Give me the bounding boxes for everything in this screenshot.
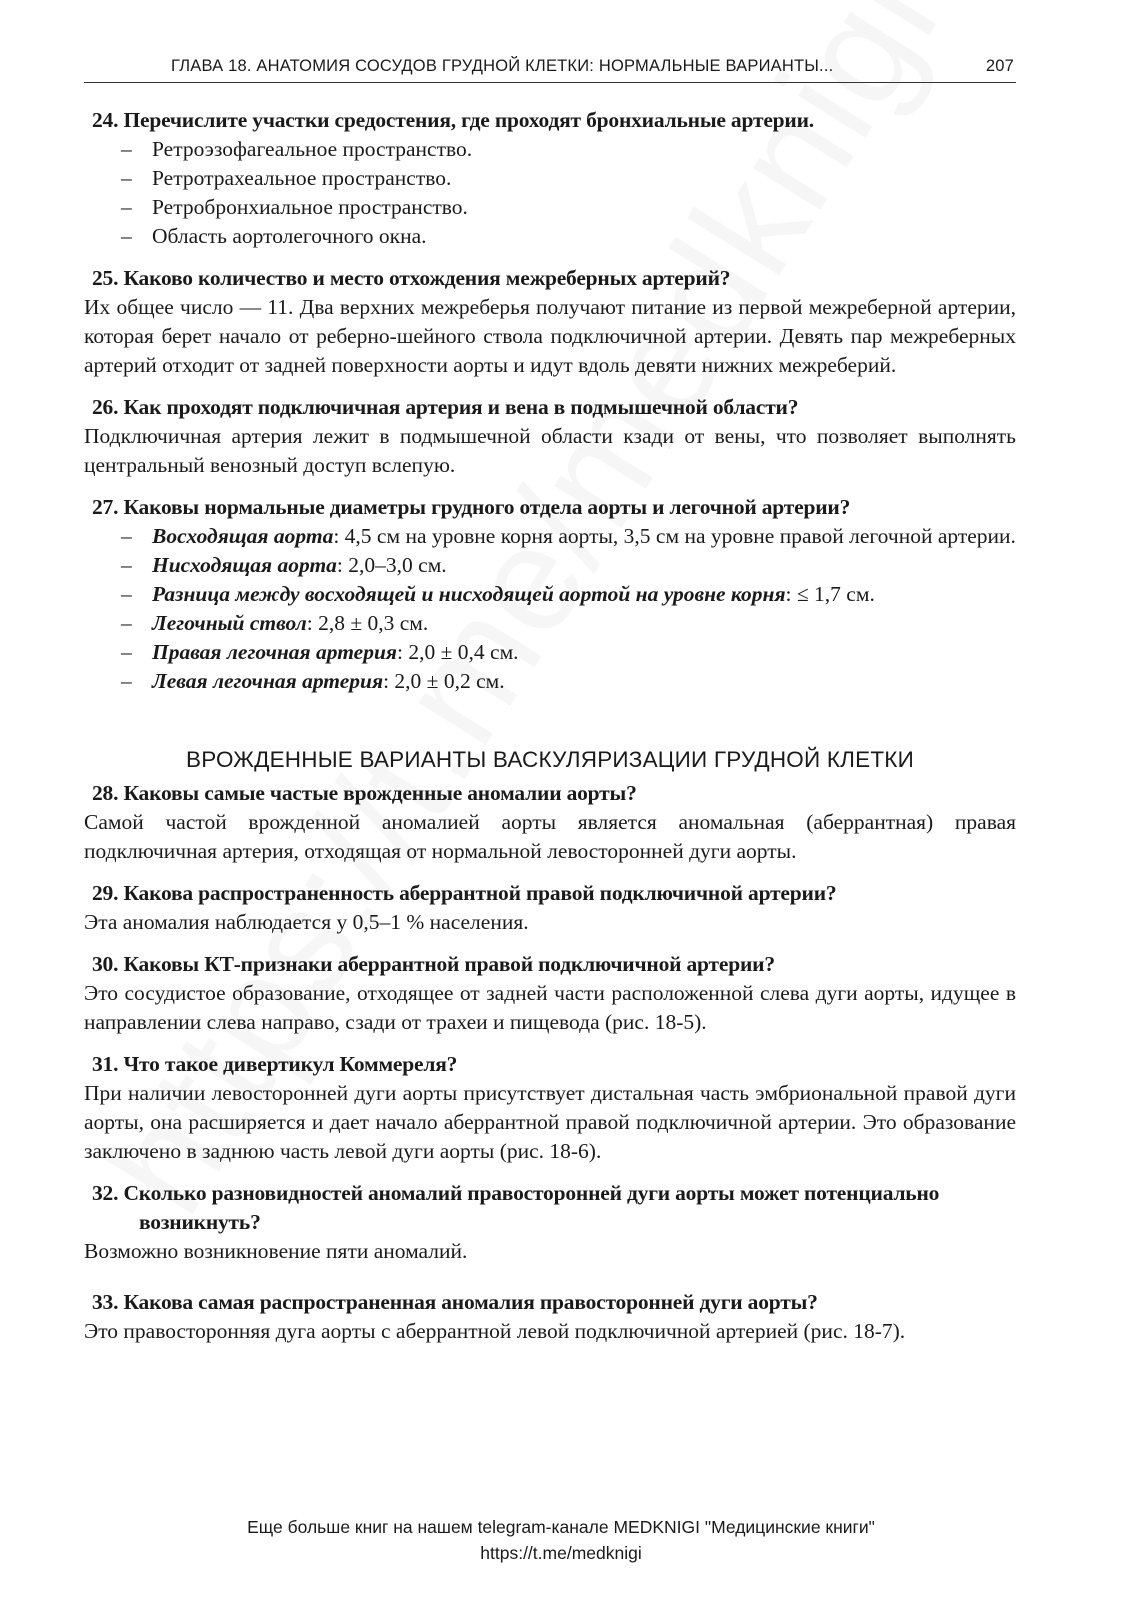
- term: Левая легочная артерия: [152, 669, 384, 693]
- answer-24-list: [84, 135, 1016, 251]
- term: Разница между восходящей и нисходящей аортой на уровне корня: [152, 582, 786, 606]
- term: Восходящая аорта: [152, 524, 334, 548]
- term: Нисходящая аорта: [152, 553, 337, 577]
- chapter-title: ГЛАВА 18. АНАТОМИЯ СОСУДОВ ГРУДНОЙ КЛЕТКИ: НОРМАЛЬНЫЕ ВАРИАНТЫ...: [171, 57, 834, 75]
- list-item: – Область аортолегочного окна.: [121, 224, 427, 248]
- question-33: 33. Какова самая распространенная аномалия правосторонней дуги аорты?: [92, 1290, 818, 1314]
- section-title: ВРОЖДЕННЫЕ ВАРИАНТЫ ВАСКУЛЯРИЗАЦИИ ГРУДНОЙ КЛЕТКИ: [186, 747, 914, 772]
- list-item: – Ретробронхиальное пространство.: [121, 195, 468, 219]
- question-24: 24. Перечислите участки средостения, где проходят бронхиальные артерии.: [92, 108, 814, 132]
- question-25: 25. Каково количество и место отхождения межреберных артерий?: [92, 266, 731, 290]
- answer-26: Подключичная артерия лежит в подмышечной области кзади от вены, что позволяет выполнять центральный венозный доступ вслепую.: [84, 424, 1016, 477]
- answer-28: Самой частой врожденной аномалией аорты является аномальная (аберрантная) правая подключичная артерия, отходящая от нормальной левосторонней дуги аорты.: [84, 810, 1016, 863]
- footer: [0, 1514, 1122, 1566]
- answer-31: При наличии левосторонней дуги аорты присутствует дистальная часть эмбриональной правой дуги аорты, она расширяется и дает начало аберрантной правой подключичной артерии. Это образование заключено в заднюю часть левой дуги аорты (рис. 18-6).: [84, 1081, 1016, 1163]
- answer-29: Эта аномалия наблюдается у 0,5–1 % населения.: [84, 910, 529, 934]
- answer-32: Возможно возникновение пяти аномалий.: [84, 1239, 468, 1263]
- answer-30: Это сосудистое образование, отходящее от задней части расположенной слева дуги аорты, идущее в направлении слева направо, сзади от трахеи и пищевода (рис. 18-5).: [84, 981, 1016, 1034]
- term: Легочный ствол: [152, 611, 307, 635]
- question-30: 30. Каковы КТ-признаки аберрантной правой подключичной артерии?: [92, 952, 775, 976]
- running-head: [84, 55, 1016, 83]
- list-item: – Ретротрахеальное пространство.: [121, 166, 452, 190]
- question-29: 29. Какова распространенность аберрантной правой подключичной артерии?: [92, 881, 837, 905]
- question-27: 27. Каковы нормальные диаметры грудного отдела аорты и легочной артерии?: [92, 495, 851, 519]
- answer-25: Их общее число — 11. Два верхних межреберья получают питание из первой межреберной артерии, которая берет начало от реберно-шейного ствола подключичной артерии. Девять пар межреберных артерий отходит от задней поверхности аорты и идут вдоль девяти нижних межреберий.: [84, 295, 1016, 377]
- list-item: – Разница между восходящей и нисходящей аортой на уровне корня: ≤ 1,7 см.: [121, 582, 875, 606]
- list-item: – Легочный ствол: 2,8 ± 0,3 см.: [121, 611, 429, 635]
- answer-27-list: [84, 522, 1016, 696]
- term: Правая легочная артерия: [152, 640, 397, 664]
- list-item: – Ретроэзофагеальное пространство.: [121, 137, 473, 161]
- list-item: – Правая легочная артерия: 2,0 ± 0,4 см.: [121, 640, 519, 664]
- page-number: 207: [985, 57, 1014, 75]
- answer-33: Это правосторонняя дуга аорты с аберрантной левой подключичной артерией (рис. 18-7).: [84, 1319, 906, 1343]
- question-32: 32. Сколько разновидностей аномалий правосторонней дуги аорты может потенциально возникнуть?: [92, 1181, 940, 1234]
- footer-link[interactable]: https://t.me/medknigi: [480, 1543, 642, 1563]
- list-item: – Восходящая аорта: 4,5 см на уровне корня аорты, 3,5 см на уровне правой легочной артерии.: [121, 524, 1016, 548]
- page-content: [84, 106, 1016, 1346]
- question-31: 31. Что такое дивертикул Коммереля?: [92, 1052, 458, 1076]
- footer-promo-text: Еще больше книг на нашем telegram-канале MEDKNIGI "Медицинские книги": [247, 1517, 875, 1537]
- list-item: – Левая легочная артерия: 2,0 ± 0,2 см.: [121, 669, 505, 693]
- question-28: 28. Каковы самые частые врожденные аномалии аорты?: [92, 781, 637, 805]
- question-26: 26. Как проходят подключичная артерия и вена в подмышечной области?: [92, 395, 799, 419]
- list-item: – Нисходящая аорта: 2,0–3,0 см.: [121, 553, 447, 577]
